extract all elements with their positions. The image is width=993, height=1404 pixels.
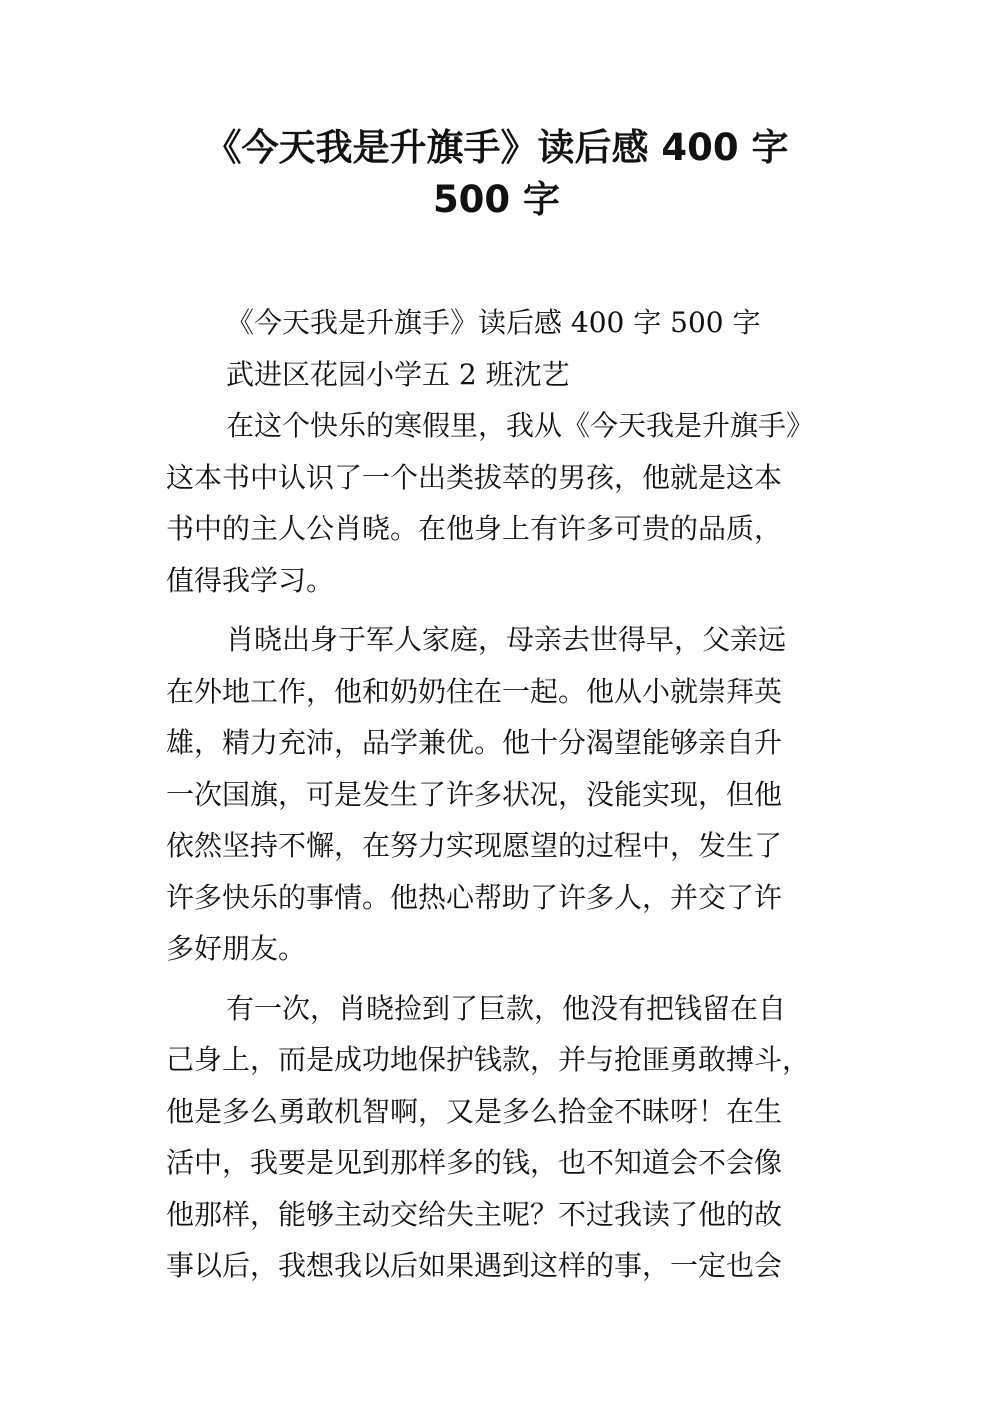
document-body — [166, 297, 836, 1292]
essay-subtitle: 《今天我是升旗手》读后感 400 字 500 字 — [226, 306, 761, 339]
paragraph-line: 在外地工作，他和奶奶住在一起。他从小就崇拜英 — [166, 674, 783, 708]
paragraph-line: 有一次，肖晓捡到了巨款，他没有把钱留在自 — [226, 991, 787, 1025]
essay-author: 武进区花园小学五 2 班沈艺 — [226, 357, 570, 391]
paragraph-line: 值得我学习。 — [166, 563, 335, 597]
paragraph-line: 肖晓出身于军人家庭，母亲去世得早，父亲远 — [226, 623, 787, 656]
document-title-line-1: 《今天我是升旗手》读后感 400 字 — [204, 126, 789, 169]
paragraph-line: 活中，我要是见到那样多的钱，也不知道会不会像 — [166, 1146, 783, 1179]
paragraph-line: 雄，精力充沛，品学兼优。他十分渴望能够亲自升 — [166, 726, 783, 759]
paragraph-line: 依然坚持不懈，在努力实现愿望的过程中，发生了 — [166, 829, 783, 862]
paragraph-line: 多好朋友。 — [166, 932, 307, 965]
paragraph-1 — [166, 400, 836, 606]
paragraph-line: 一次国旗，可是发生了许多状况，没能实现，但他 — [166, 777, 783, 811]
paragraph-line: 在这个快乐的寒假里，我从《今天我是升旗手》 — [226, 409, 815, 442]
paragraph-line: 这本书中认识了一个出类拔萃的男孩，他就是这本 — [166, 460, 783, 494]
paragraph-line: 他是多么勇敢机智啊，又是多么拾金不昧呀！在生 — [166, 1094, 783, 1128]
paragraph-line: 己身上，而是成功地保护钱款，并与抢匪勇敢搏斗， — [166, 1043, 811, 1076]
paragraph-3 — [166, 983, 836, 1292]
paragraph-2 — [166, 614, 836, 975]
paragraph-line: 他那样，能够主动交给失主呢？不过我读了他的故 — [166, 1197, 783, 1231]
paragraph-line: 事以后，我想我以后如果遇到这样的事，一定也会 — [166, 1249, 783, 1282]
paragraph-line: 书中的主人公肖晓。在他身上有许多可贵的品质， — [166, 512, 783, 545]
document-title-line-2: 500 字 — [432, 178, 561, 221]
paragraph-line: 许多快乐的事情。他热心帮助了许多人，并交了许 — [166, 880, 783, 914]
